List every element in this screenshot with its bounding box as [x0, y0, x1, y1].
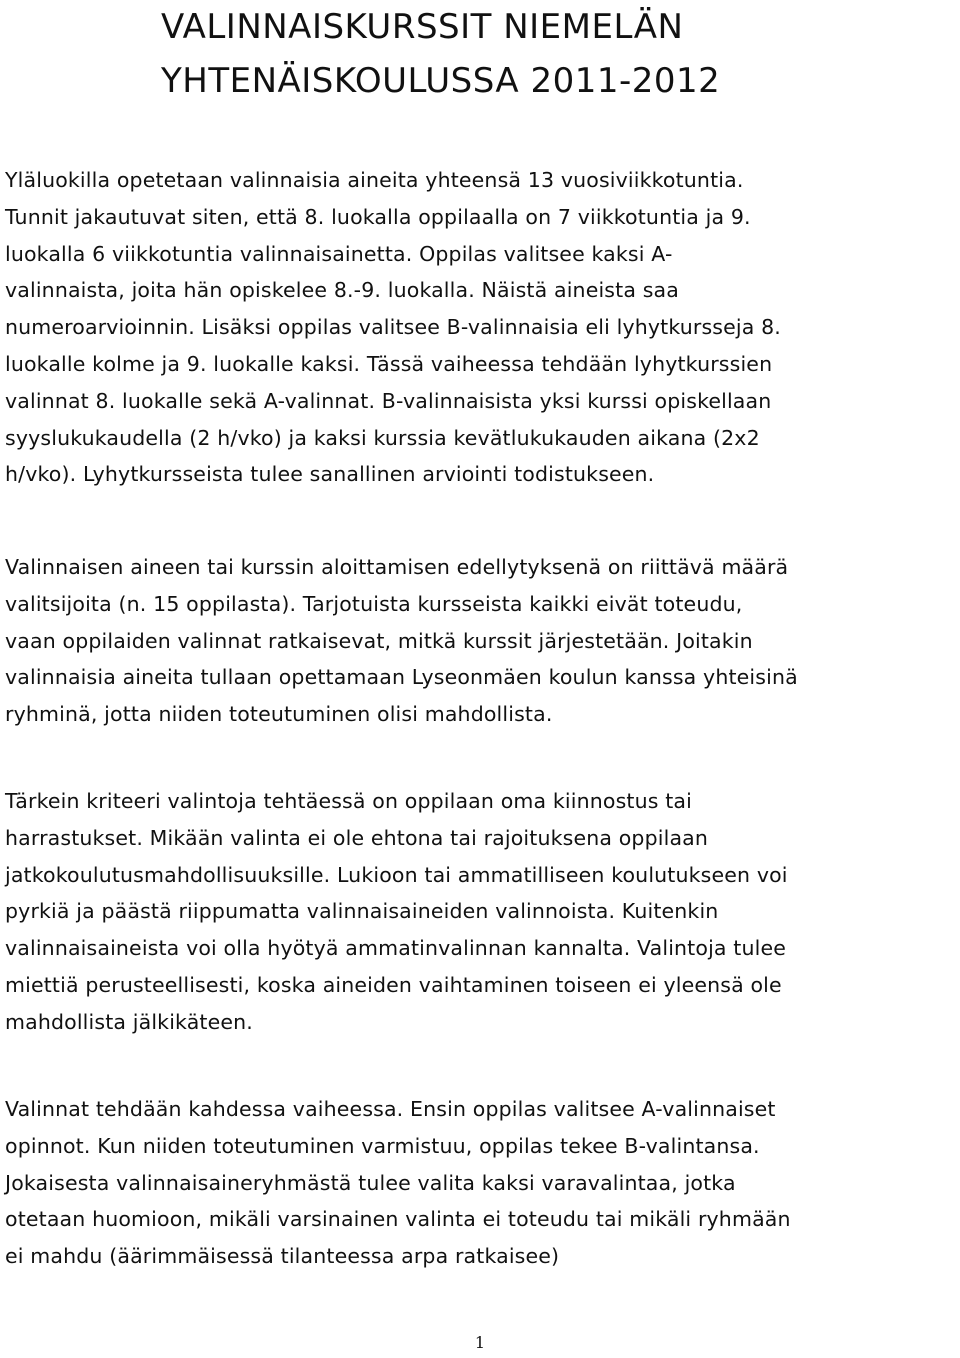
- text-line: luokalla 6 viikkotuntia valinnaisainetta. Oppilas valitsee kaksi A-: [5, 241, 673, 266]
- text-line: syyslukukaudella (2 h/vko) ja kaksi kurssia kevätlukukauden aikana (2x2: [5, 425, 760, 450]
- text-line: mahdollista jälkikäteen.: [5, 1009, 253, 1034]
- text-line: Tärkein kriteeri valintoja tehtäessä on oppilaan oma kiinnostus tai: [5, 789, 692, 813]
- text-line: pyrkiä ja päästä riippumatta valinnaisaineiden valinnoista. Kuitenkin: [5, 899, 719, 924]
- paragraph-selection-phases: [5, 1091, 960, 1275]
- text-line: valinnaisaineista voi olla hyötyä ammatinvalinnan kannalta. Valintoja tulee: [5, 936, 786, 961]
- document-title: [161, 0, 941, 108]
- text-line: Yläluokilla opetetaan valinnaisia aineita yhteensä 13 vuosiviikkotuntia.: [5, 168, 744, 192]
- title-line: YHTENÄISKOULUSSA 2011-2012: [161, 61, 721, 101]
- paragraph-course-conditions: [5, 549, 960, 733]
- text-line: h/vko). Lyhytkursseista tulee sanallinen arviointi todistukseen.: [5, 462, 655, 487]
- title-line: VALINNAISKURSSIT NIEMELÄN: [161, 7, 684, 47]
- text-line: valinnaista, joita hän opiskelee 8.-9. luokalla. Näistä aineista saa: [5, 278, 679, 303]
- text-line: jatkokoulutusmahdollisuuksille. Lukioon tai ammatilliseen koulutukseen voi: [5, 862, 788, 887]
- text-line: harrastukset. Mikään valinta ei ole ehtona tai rajoituksena oppilaan: [5, 825, 709, 850]
- text-line: Valinnaisen aineen tai kurssin aloittamisen edellytyksenä on riittävä määrä: [5, 555, 789, 579]
- text-line: ryhminä, jotta niiden toteutuminen olisi mahdollista.: [5, 702, 553, 727]
- text-line: miettiä perusteellisesti, koska aineiden vaihtaminen toiseen ei yleensä ole: [5, 972, 782, 997]
- paragraph-elective-hours: [5, 162, 960, 493]
- text-line: valitsijoita (n. 15 oppilasta). Tarjotuista kursseista kaikki eivät toteudu,: [5, 591, 743, 616]
- page-number: 1: [474, 1333, 486, 1352]
- text-line: numeroarvioinnin. Lisäksi oppilas valitsee B-valinnaisia eli lyhytkursseja 8.: [5, 315, 781, 340]
- text-line: otetaan huomioon, mikäli varsinainen valinta ei toteudu tai mikäli ryhmään: [5, 1207, 791, 1232]
- text-line: Tunnit jakautuvat siten, että 8. luokalla oppilaalla on 7 viikkotuntia ja 9.: [5, 204, 751, 229]
- text-line: luokalle kolme ja 9. luokalle kaksi. Tässä vaiheessa tehdään lyhytkurssien: [5, 351, 773, 376]
- text-line: Valinnat tehdään kahdessa vaiheessa. Ensin oppilas valitsee A-valinnaiset: [5, 1097, 776, 1121]
- text-line: valinnat 8. luokalle sekä A-valinnat. B-valinnaisista yksi kurssi opiskellaan: [5, 388, 772, 413]
- text-line: ei mahdu (äärimmäisessä tilanteessa arpa ratkaisee): [5, 1244, 560, 1269]
- text-line: opinnot. Kun niiden toteutuminen varmistuu, oppilas tekee B-valintansa.: [5, 1133, 760, 1158]
- text-line: vaan oppilaiden valinnat ratkaisevat, mitkä kurssit järjestetään. Joitakin: [5, 628, 753, 653]
- paragraph-selection-criteria: [5, 783, 960, 1041]
- text-line: Jokaisesta valinnaisaineryhmästä tulee valita kaksi varavalintaa, jotka: [5, 1170, 736, 1195]
- text-line: valinnaisia aineita tullaan opettamaan Lyseonmäen koulun kanssa yhteisinä: [5, 665, 798, 690]
